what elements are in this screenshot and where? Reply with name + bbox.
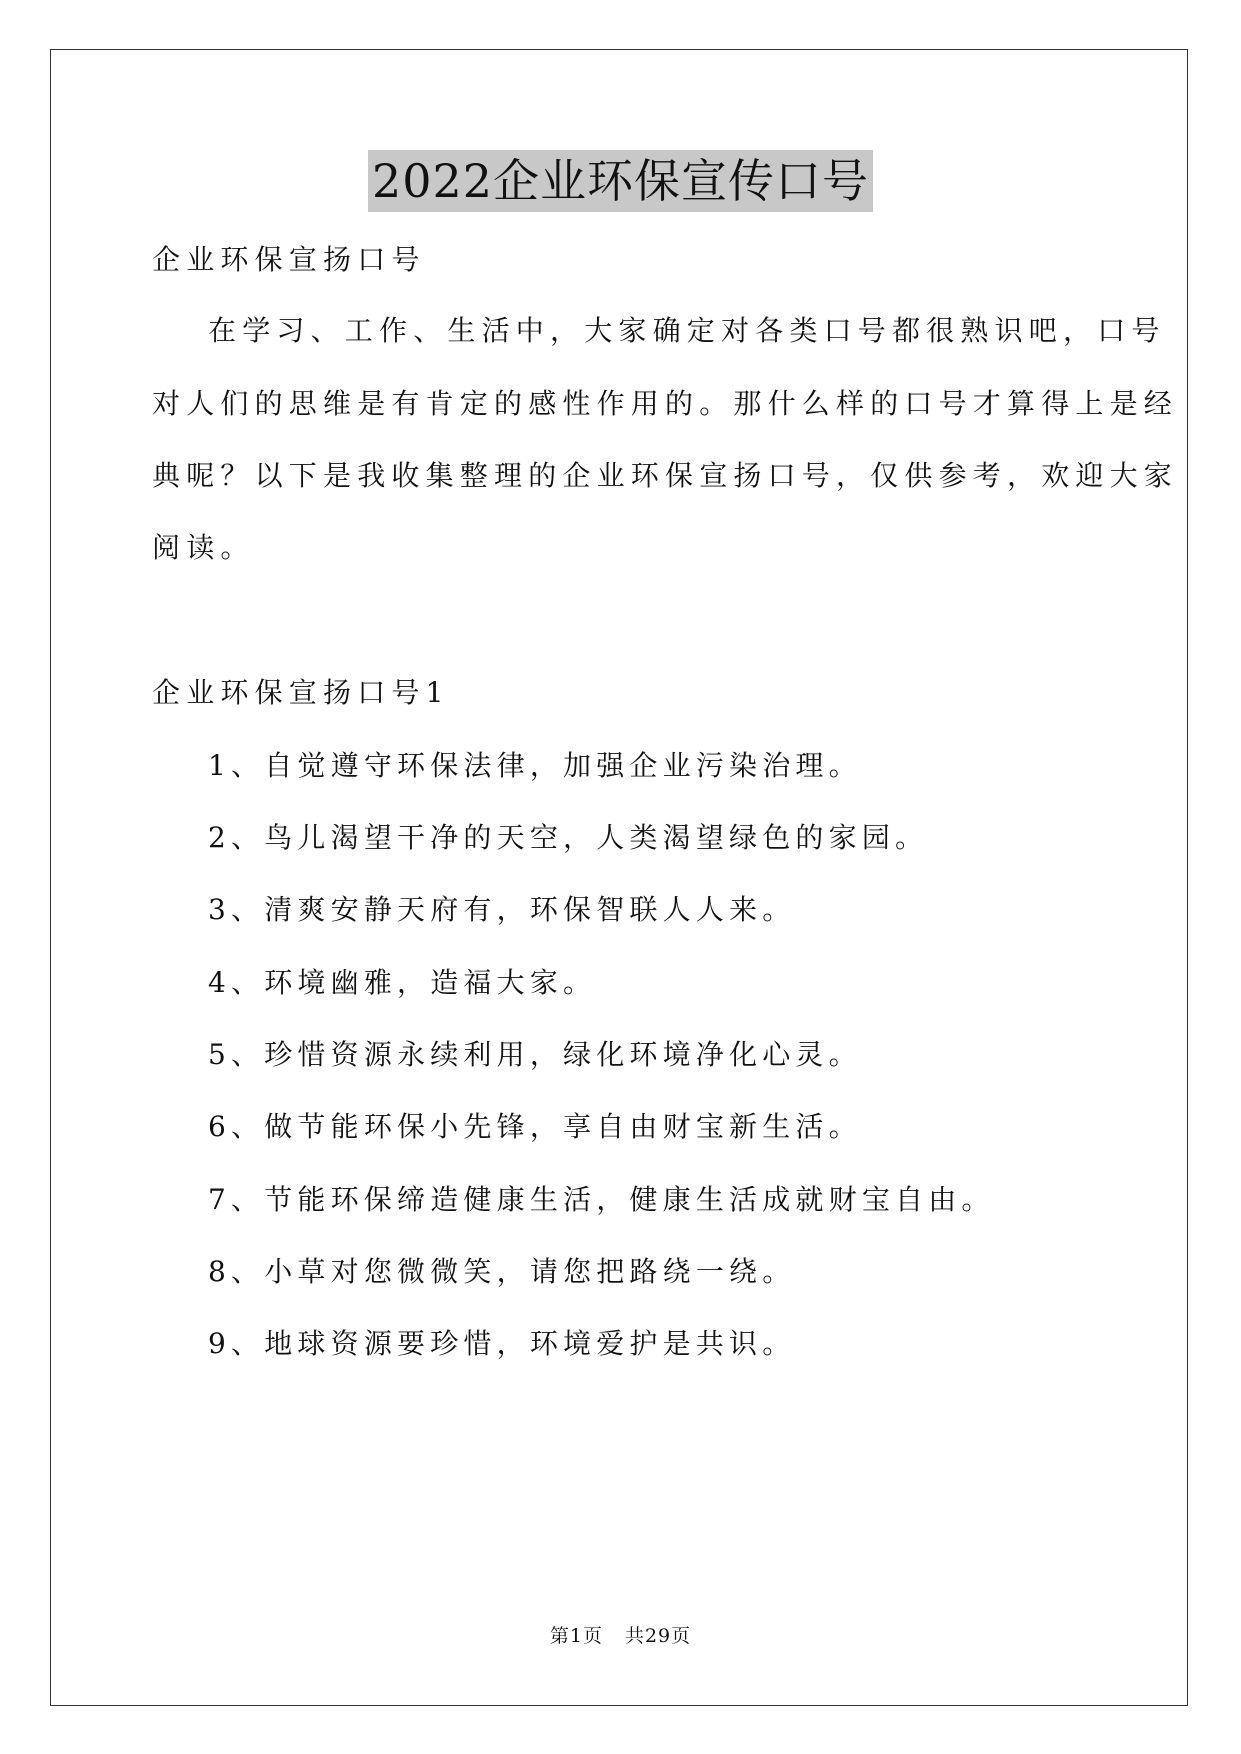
list-item: 9、地球资源要珍惜，环境爱护是共识。 <box>208 1327 796 1360</box>
intro-line-3: 典呢？以下是我收集整理的企业环保宣扬口号，仅供参考，欢迎大家 <box>152 459 1179 492</box>
document-title: 2022企业环保宣传口号 <box>368 150 873 212</box>
page-number: 第1页 <box>549 1625 603 1647</box>
page-border <box>50 49 1188 1706</box>
subtitle: 企业环保宣扬口号 <box>152 243 426 276</box>
list-item: 5、珍惜资源永续利用，绿化环境净化心灵。 <box>208 1038 862 1071</box>
intro-line-4: 阅读。 <box>152 531 255 564</box>
list-item: 1、自觉遵守环保法律，加强企业污染治理。 <box>208 749 862 782</box>
list-item: 2、鸟儿渴望干净的天空，人类渴望绿色的家园。 <box>208 821 929 854</box>
intro-line-2: 对人们的思维是有肯定的感性作用的。那什么样的口号才算得上是经 <box>152 387 1179 420</box>
list-item: 7、节能环保缔造健康生活，健康生活成就财宝自由。 <box>208 1183 995 1216</box>
intro-line-1: 在学习、工作、生活中，大家确定对各类口号都很熟识吧，口号 <box>208 314 1166 347</box>
list-item: 8、小草对您微微笑，请您把路绕一绕。 <box>208 1255 796 1288</box>
section-heading: 企业环保宣扬口号1 <box>152 676 450 709</box>
list-item: 4、环境幽雅，造福大家。 <box>208 966 597 999</box>
list-item: 6、做节能环保小先锋，享自由财宝新生活。 <box>208 1110 862 1143</box>
page-total: 共29页 <box>624 1625 692 1647</box>
page-footer <box>0 1624 1241 1648</box>
title-wrapper <box>0 150 1241 212</box>
list-item: 3、清爽安静天府有，环保智联人人来。 <box>208 893 796 926</box>
